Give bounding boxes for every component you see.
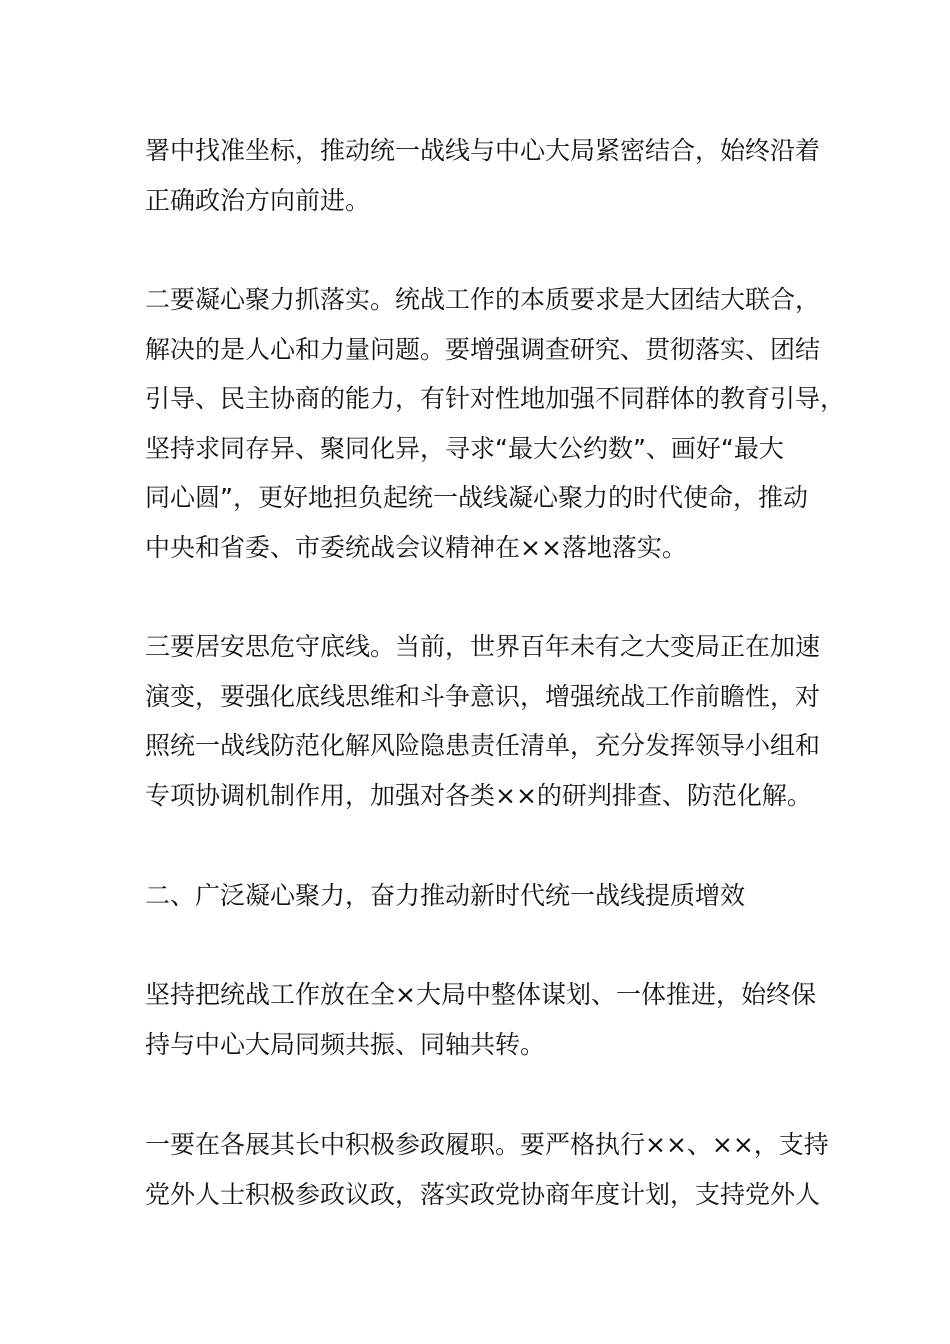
paragraph-bottom-line [145,622,821,820]
paragraph-line: 照统一战线防范化解风险隐患责任清单，充分发挥领导小组和 [145,731,821,760]
paragraph-line: 持与中心大局同频共振、同轴共转。 [145,1029,546,1059]
paragraph-line: 同心圆”，更好地担负起统一战线凝心聚力的时代使命，推动 [145,483,808,512]
paragraph-line: 二要凝心聚力抓落实。统战工作的本质要求是大团结大联合， [145,285,821,314]
paragraph-line: 坚持把统战工作放在全×大局中整体谋划、一体推进，始终保 [145,980,816,1009]
section-heading-text: 二、广泛凝心聚力，奋力推动新时代统一战线提质增效 [145,881,746,910]
paragraph-line: 中央和省委、市委统战会议精神在××落地落实。 [145,532,687,562]
paragraph-line: 专项协调机制作用，加强对各类××的研判排查、防范化解。 [145,780,812,810]
paragraph-line: 一要在各展其长中积极参政履职。要严格执行××、××，支持 [145,1130,829,1159]
paragraph-participate-politics [145,1120,829,1219]
paragraph-line: 党外人士积极参政议政，落实政党协商年度计划，支持党外人 [145,1179,821,1209]
paragraph-line: 正确政治方向前进。 [145,185,371,215]
paragraph-line: 引导、民主协商的能力，有针对性地加强不同群体的教育引导， [145,384,846,413]
paragraph-continuation [145,126,821,225]
paragraph-line: 三要居安思危守底线。当前，世界百年未有之大变局正在加速 [145,632,821,661]
paragraph-overall-planning [145,970,816,1069]
paragraph-line: 演变，要强化底线思维和斗争意识，增强统战工作前瞻性，对 [145,681,821,711]
section-heading [145,871,810,921]
paragraph-line: 署中找准坐标，推动统一战线与中心大局紧密结合，始终沿着 [145,136,821,165]
paragraph-line: 坚持求同存异、聚同化异，寻求“最大公约数”、画好“最大 [145,433,784,463]
paragraph-line: 解决的是人心和力量问题。要增强调查研究、贯彻落实、团结 [145,334,821,364]
paragraph-unite-hearts [145,275,846,572]
